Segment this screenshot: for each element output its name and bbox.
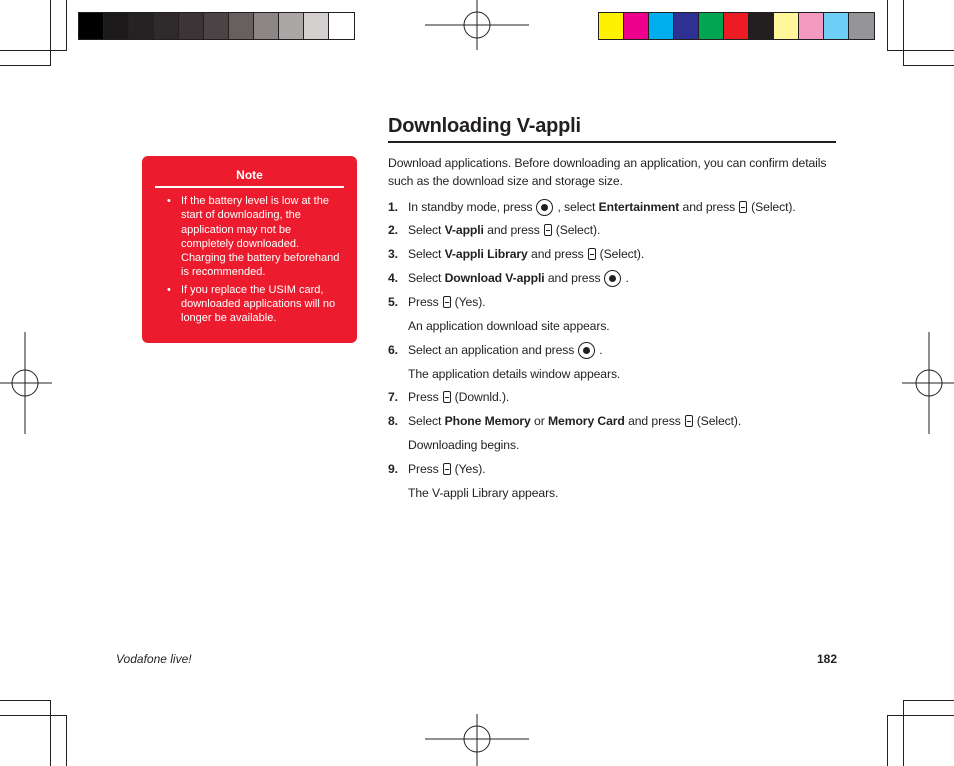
soft-key-icon [685,415,693,427]
color-swatch [824,13,849,39]
step-number: 7. [388,390,398,404]
color-swatch [154,13,179,39]
menu-item-name: Phone Memory [444,414,531,428]
step-text: Select an application and press [408,343,575,357]
bullet-icon: • [167,195,171,207]
step-text: Select [408,223,442,237]
color-swatch [774,13,799,39]
step-number: 8. [388,414,398,428]
step-text: (Select). [751,200,796,214]
color-swatch [279,13,304,39]
menu-item-name: Memory Card [547,414,625,428]
menu-item-name: Download V-appli [444,271,545,285]
step-text: and press [487,223,540,237]
note-title: Note [236,168,263,182]
footer-section-name: Vodafone live! [116,652,192,666]
step-number: 3. [388,247,398,261]
step-text: (Yes). [454,462,486,476]
soft-key-icon [443,296,451,308]
color-swatch [304,13,329,39]
note-box [142,156,357,343]
note-item [167,194,342,280]
color-swatch [104,13,129,39]
color-swatch [179,13,204,39]
step-text: . [599,343,603,357]
step-result: Downloading begins. [408,438,520,452]
step-text: (Select). [599,247,645,261]
step-number: 2. [388,223,398,237]
menu-item-name: Entertainment [598,200,680,214]
bullet-icon: • [167,283,171,296]
step-result: The application details window appears. [408,367,621,381]
step-number: 1. [388,200,398,214]
step-number: 4. [388,271,398,285]
step-text: (Yes). [454,295,486,309]
color-swatch [254,13,279,39]
step-text: Select [408,247,442,261]
step-text: or [534,414,545,428]
soft-key-icon [544,224,552,236]
step-text: (Select). [555,223,601,237]
step-number: 6. [388,343,398,357]
page-title: Downloading V-appli [388,115,836,143]
step-text: and press [682,200,736,214]
color-swatch [849,13,874,39]
color-swatch [599,13,624,39]
step-text: (Downld.). [454,390,510,404]
step-result: An application download site appears. [408,319,610,333]
note-list [167,194,342,329]
color-swatch [649,13,674,39]
center-key-icon [604,270,621,287]
step-text: and press [547,271,601,285]
color-swatch [749,13,774,39]
step-text: and press [628,414,681,428]
color-swatch [724,13,749,39]
step-text: In standby mode, press [408,200,533,214]
registration-mark-left [0,332,52,434]
step-text: Press [408,390,439,404]
note-item [167,283,342,326]
intro-paragraph: Download applications. Before downloading an application, you can confirm details such as the download size and storage size. [388,156,827,188]
grayscale-color-bar [78,12,355,40]
color-swatch [699,13,724,39]
menu-item-name: V-appli [444,223,484,237]
registration-mark-top [425,0,529,50]
color-swatch [204,13,229,39]
process-color-bar [598,12,875,40]
soft-key-icon [443,463,451,475]
step-text: , select [557,200,596,214]
soft-key-icon [588,248,596,260]
step-text: and press [531,247,584,261]
note-divider [155,186,344,188]
menu-item-name: V-appli Library [444,247,528,261]
step-result: The V-appli Library appears. [408,486,559,500]
step-text: . [625,271,629,285]
color-swatch [329,13,354,39]
color-swatch [624,13,649,39]
color-swatch [79,13,104,39]
center-key-icon [536,199,553,216]
step-text: (Select). [696,414,742,428]
step-text: Press [408,295,439,309]
center-key-icon [578,342,595,359]
step-number: 9. [388,462,398,476]
page-number: 182 [816,652,837,666]
note-item-text: If you replace the USIM card, downloaded applications will no longer be available. [181,283,336,325]
step-text: Select [408,271,442,285]
step-number: 5. [388,295,398,309]
registration-mark-right [902,332,954,434]
step-text: Select [408,414,442,428]
step-text: Press [408,462,439,476]
color-swatch [129,13,154,39]
soft-key-icon [739,201,747,213]
color-swatch [674,13,699,39]
soft-key-icon [443,391,451,403]
color-swatch [799,13,824,39]
color-swatch [229,13,254,39]
note-item-text: If the battery level is low at the start of downloading, the application may not be completely downloaded. Charging the battery beforehand is recommended. [181,195,340,279]
registration-mark-bottom [425,714,529,766]
